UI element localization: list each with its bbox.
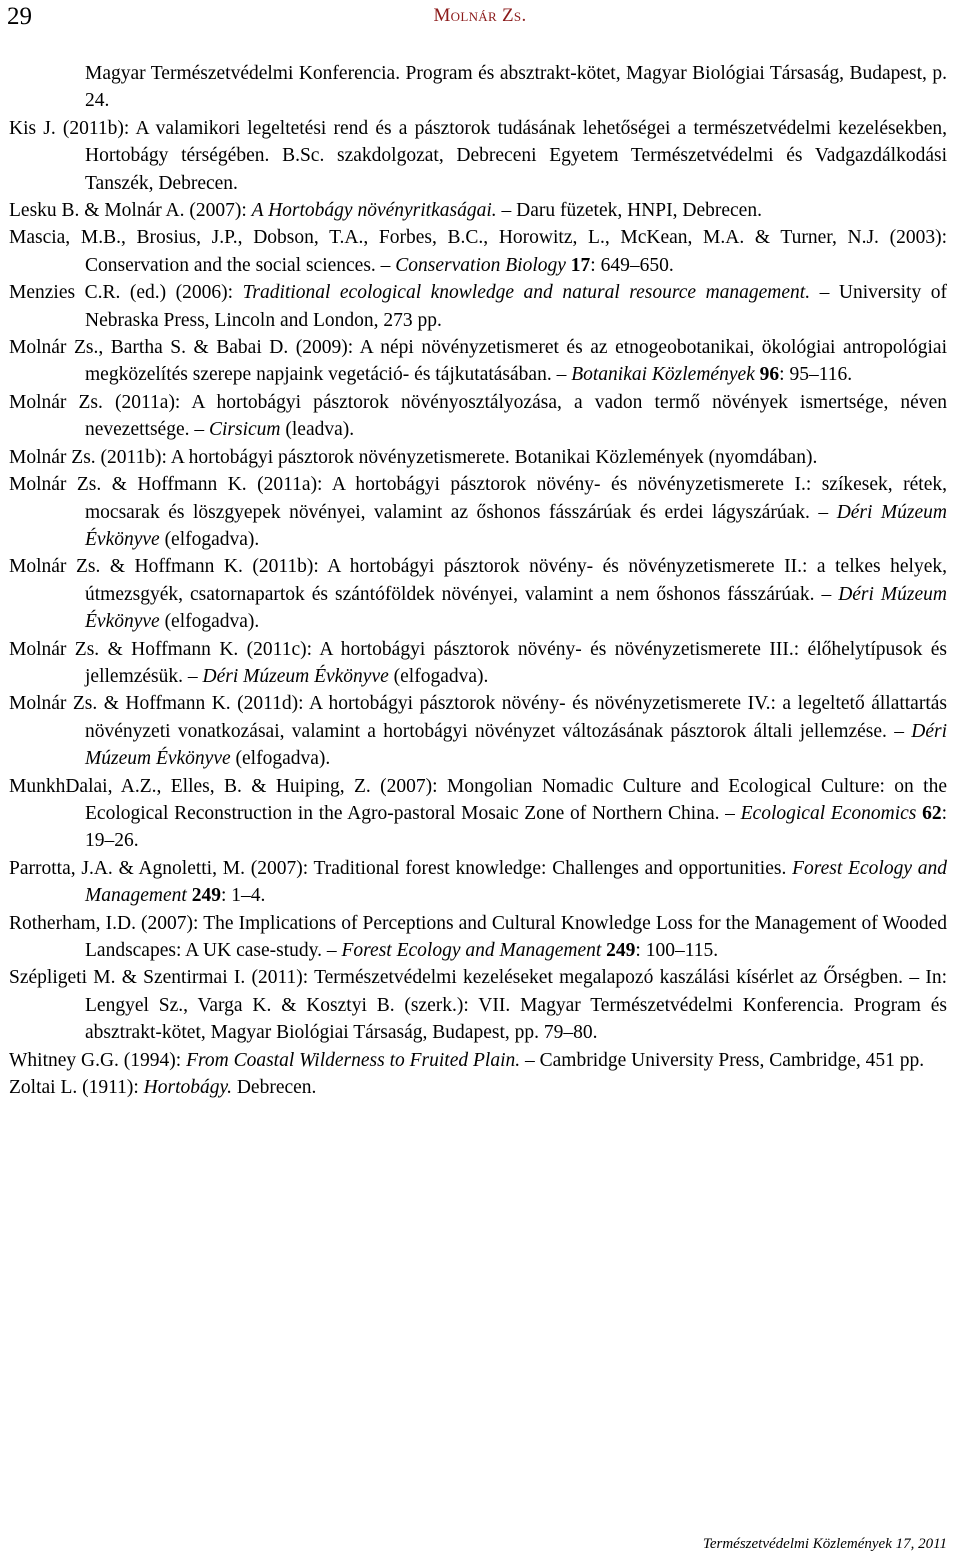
reference-text: Whitney G.G. (1994): — [9, 1049, 187, 1071]
reference-title-italic: Déri Múzeum Évkönyve — [85, 720, 947, 770]
reference-title-italic: Ecological Economics — [740, 802, 917, 824]
reference-list — [9, 60, 947, 1101]
reference-text: Molnár Zs. (2011b): A hortobágyi pásztorok növényzetismerete. Botanikai Közlemények (nyomdában). — [9, 446, 818, 468]
reference-volume: 62 — [922, 802, 942, 824]
reference-text: Szépligeti M. & Szentirmai I. (2011): Természetvédelmi kezeléseket megalapozó kaszálási kísérlet az Őrségben. – In: Lengyel Sz., Varga K. & Kosztyi B. (szerk.): VII. Magyar Természetvédelmi Konferencia. Program és absztrakt-kötet, Magyar Biológiai Társaság, Budapest, pp. 79–80. — [9, 967, 947, 1044]
reference-text: Menzies C.R. (ed.) (2006): — [9, 282, 243, 304]
reference-text: Molnár Zs. & Hoffmann K. (2011a): A hortobágyi pásztorok növény- és növényzetismerete I.: szíkesek, rétek, mocsarak és löszgyepek növényei, valamint az őshonos fásszárúak és erdei lágyszárúak. – — [9, 474, 947, 523]
reference-text: Lesku B. & Molnár A. (2007): — [9, 200, 252, 222]
reference-entry — [9, 471, 947, 553]
reference-text: (elfogadva). — [159, 611, 260, 633]
reference-entry — [9, 334, 947, 389]
reference-text: Molnár Zs., Bartha S. & Babai D. (2009): A népi növényzetismeret és az etnogeobotanikai, ökológiai antropológiai megközelítés szerepe napjaink vegetáció- és tájkutatásában. – — [9, 337, 947, 386]
reference-title-italic: From Coastal Wilderness to Fruited Plain. — [186, 1049, 521, 1071]
reference-text: – Cambridge University Press, Cambridge, 451 pp. — [520, 1049, 925, 1071]
reference-text: Debrecen. — [231, 1077, 317, 1099]
reference-text: Rotherham, I.D. (2007): The Implications of Perceptions and Cultural Knowledge Loss for the Management of Wooded Landscapes: A UK case-study. – — [9, 912, 947, 961]
reference-text: Mascia, M.B., Brosius, J.P., Dobson, T.A., Forbes, B.C., Horowitz, L., McKean, M.A. & Turner, N.J. (2003): Conservation and the social sciences. – — [9, 227, 947, 276]
reference-title-italic: Déri Múzeum Évkönyve — [202, 665, 389, 687]
reference-text: Parrotta, J.A. & Agnoletti, M. (2007): Traditional forest knowledge: Challenges and opportunities. — [9, 857, 793, 879]
reference-text: Molnár Zs. & Hoffmann K. (2011b): A hortobágyi pásztorok növény- és növényzetismerete II.: a telkes helyek, útmezsgyék, csatornapartok és szántóföldek növényei, valamint a nem őshonos fásszárúak. – — [9, 556, 947, 605]
reference-text: – Daru füzetek, HNPI, Debrecen. — [496, 200, 762, 222]
reference-entry — [9, 553, 947, 635]
reference-text: (elfogadva). — [388, 665, 489, 687]
reference-entry — [9, 389, 947, 444]
reference-entry — [9, 224, 947, 279]
reference-text: Molnár Zs. & Hoffmann K. (2011c): A hortobágyi pásztorok növény- és növényzetismerete III.: élőhelytípusok és jellemzésük. – — [9, 638, 947, 687]
reference-text: Magyar Természetvédelmi Konferencia. Program és absztrakt-kötet, Magyar Biológiai Társaság, Budapest, p. 24. — [85, 63, 947, 112]
reference-entry — [9, 773, 947, 855]
reference-title-italic: Forest Ecology and Management — [341, 940, 602, 961]
reference-text: : 100–115. — [635, 940, 719, 961]
reference-text: (leadva). — [280, 419, 355, 441]
reference-text: : 19–26. — [85, 802, 947, 852]
reference-entry — [9, 964, 947, 1046]
reference-text: MunkhDalai, A.Z., Elles, B. & Huiping, Z. (2007): Mongolian Nomadic Culture and Ecological Culture: on the Ecological Reconstruction in the Agro-pastoral Mosaic Zone of Northern China. – — [9, 775, 947, 824]
reference-text: : 649–650. — [590, 254, 674, 276]
reference-text: (elfogadva). — [159, 528, 260, 550]
reference-volume: 249 — [191, 885, 221, 907]
reference-entry — [9, 60, 947, 115]
reference-title-italic: Forest Ecology and Management — [85, 857, 948, 907]
reference-title-italic: A Hortobágy növényritkaságai. — [251, 200, 497, 222]
reference-entry — [9, 444, 947, 471]
reference-title-italic: Traditional ecological knowledge and natural resource management. — [242, 282, 811, 304]
reference-title-italic: Déri Múzeum Évkönyve — [85, 501, 947, 550]
reference-entry — [9, 197, 947, 224]
page-header — [0, 0, 960, 40]
reference-volume: 17 — [570, 254, 591, 276]
reference-title-italic: Déri Múzeum Évkönyve — [85, 583, 947, 633]
running-head-author: Molnár Zs. — [433, 5, 527, 26]
reference-text: Molnár Zs. & Hoffmann K. (2011d): A hortobágyi pásztorok növény- és növényzetismerete IV.: a legeltető állattartás növényzeti vonatkozásai, valamint a hortobágyi növényzet változásának pásztorok általi jellemzése. – — [9, 693, 947, 742]
reference-title-italic: Conservation Biology — [395, 254, 566, 276]
reference-entry — [9, 855, 947, 910]
reference-text: Kis J. (2011b): A valamikori legeltetési rend és a pásztorok tudásának lehetőségei a természetvédelmi kezelésekben, Hortobágy térségében. B.Sc. szakdolgozat, Debreceni Egyetem Természetvédelmi és Vadgazdálkodási Tanszék, Debrecen. — [9, 117, 947, 194]
reference-title-italic: Hortobágy. — [143, 1077, 232, 1099]
reference-entry — [9, 1047, 947, 1074]
reference-entry — [9, 910, 947, 965]
reference-text: : 95–116. — [779, 364, 853, 386]
reference-title-italic: Botanikai Közlemények — [571, 364, 755, 386]
reference-volume: 96 — [759, 364, 780, 386]
reference-entry — [9, 636, 947, 691]
reference-entry — [9, 690, 947, 772]
reference-text: Molnár Zs. (2011a): A hortobágyi pásztorok növényosztályozása, a vadon termő növények ismertsége, néven nevezettsége. – — [9, 391, 947, 441]
reference-volume: 249 — [606, 940, 636, 961]
reference-text: : 1–4. — [220, 885, 266, 907]
reference-text: Zoltai L. (1911): — [9, 1077, 144, 1099]
reference-title-italic: Cirsicum — [208, 419, 281, 441]
journal-footer: Természetvédelmi Közlemények 17, 2011 — [702, 1536, 947, 1552]
reference-text: (elfogadva). — [230, 748, 331, 770]
reference-entry — [9, 1074, 947, 1101]
reference-text: – University of Nebraska Press, Lincoln and London, 273 pp. — [85, 282, 947, 331]
reference-entry — [9, 115, 947, 197]
page-number: 29 — [7, 3, 32, 30]
reference-entry — [9, 279, 947, 334]
